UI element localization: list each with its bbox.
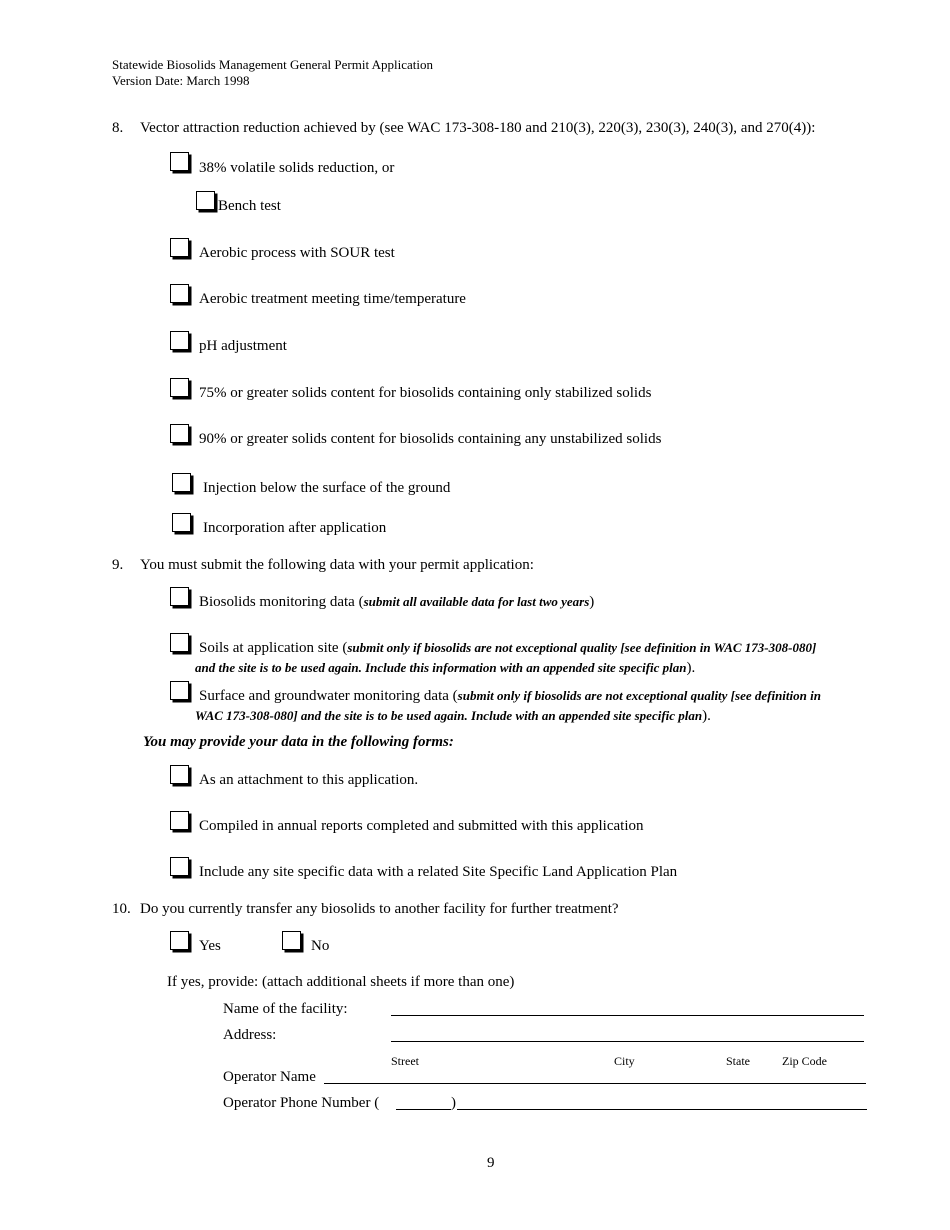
checkbox-biosolids-monitoring[interactable] bbox=[170, 587, 189, 606]
facility-label: Name of the facility: bbox=[223, 1001, 348, 1017]
checkbox-annual-reports[interactable] bbox=[170, 811, 189, 830]
option-injection: Injection below the surface of the ground bbox=[203, 480, 451, 496]
option-soils: Soils at application site (submit only if biosolids are not exceptional quality [see definition in WAC 173-308-080] bbox=[199, 640, 817, 656]
address-street-caption: Street bbox=[391, 1054, 419, 1068]
q10-number: 10. bbox=[112, 901, 131, 917]
operator-name-label: Operator Name bbox=[223, 1069, 316, 1085]
checkbox-aerobic-sour[interactable] bbox=[170, 238, 189, 257]
q8-number: 8. bbox=[112, 120, 124, 136]
operator-phone-field[interactable] bbox=[457, 1109, 867, 1110]
checkbox-attachment[interactable] bbox=[170, 765, 189, 784]
option-incorporation: Incorporation after application bbox=[203, 520, 387, 536]
q9-text: You must submit the following data with your permit application: bbox=[140, 557, 534, 573]
checkbox-soils[interactable] bbox=[170, 633, 189, 652]
operator-name-field[interactable] bbox=[324, 1083, 866, 1084]
forms-heading: You may provide your data in the following forms: bbox=[143, 734, 454, 750]
form-site-specific: Include any site specific data with a related Site Specific Land Application Plan bbox=[199, 864, 678, 880]
q9-number: 9. bbox=[112, 557, 124, 573]
operator-phone-label: Operator Phone Number ( bbox=[223, 1095, 380, 1111]
option-groundwater: Surface and groundwater monitoring data (submit only if biosolids are not exceptional quality [see definition in bbox=[199, 688, 821, 704]
checkbox-90-solids[interactable] bbox=[170, 424, 189, 443]
address-label: Address: bbox=[223, 1027, 277, 1043]
option-75-solids: 75% or greater solids content for biosolids containing only stabilized solids bbox=[199, 385, 652, 401]
address-city-caption: City bbox=[614, 1054, 635, 1068]
label-yes: Yes bbox=[199, 938, 221, 954]
header-title: Statewide Biosolids Management General Permit Application bbox=[112, 57, 433, 72]
label-no: No bbox=[311, 938, 330, 954]
option-biosolids-monitoring: Biosolids monitoring data (submit all available data for last two years) bbox=[199, 594, 595, 610]
checkbox-ph-adjustment[interactable] bbox=[170, 331, 189, 350]
q10-text: Do you currently transfer any biosolids to another facility for further treatment? bbox=[140, 901, 619, 917]
address-zip-caption: Zip Code bbox=[782, 1054, 827, 1068]
option-groundwater-cont: WAC 173-308-080] and the site is to be used again. Include with an appended site specific plan). bbox=[195, 708, 711, 724]
checkbox-volatile-solids[interactable] bbox=[170, 152, 189, 171]
operator-phone-area-code-field[interactable] bbox=[396, 1109, 451, 1110]
checkbox-no[interactable] bbox=[282, 931, 301, 950]
page-number: 9 bbox=[487, 1155, 495, 1171]
option-volatile-solids: 38% volatile solids reduction, or bbox=[199, 160, 395, 176]
option-aerobic-time-temp: Aerobic treatment meeting time/temperature bbox=[199, 291, 466, 307]
form-annual-reports: Compiled in annual reports completed and submitted with this application bbox=[199, 818, 644, 834]
option-bench-test: Bench test bbox=[218, 198, 281, 214]
option-soils-cont: and the site is to be used again. Include this information with an appended site specific plan). bbox=[195, 660, 696, 676]
checkbox-75-solids[interactable] bbox=[170, 378, 189, 397]
option-90-solids: 90% or greater solids content for biosolids containing any unstabilized solids bbox=[199, 431, 662, 447]
checkbox-incorporation[interactable] bbox=[172, 513, 191, 532]
address-state-caption: State bbox=[726, 1054, 750, 1068]
q8-text: Vector attraction reduction achieved by (see WAC 173-308-180 and 210(3), 220(3), 230(3), 240(3), and 270(4)): bbox=[140, 120, 816, 136]
checkbox-aerobic-time-temp[interactable] bbox=[170, 284, 189, 303]
checkbox-yes[interactable] bbox=[170, 931, 189, 950]
if-yes-instruction: If yes, provide: (attach additional sheets if more than one) bbox=[167, 974, 515, 990]
option-aerobic-sour: Aerobic process with SOUR test bbox=[199, 245, 395, 261]
checkbox-injection[interactable] bbox=[172, 473, 191, 492]
option-ph-adjustment: pH adjustment bbox=[199, 338, 287, 354]
checkbox-site-specific[interactable] bbox=[170, 857, 189, 876]
facility-name-field[interactable] bbox=[391, 1015, 864, 1016]
address-field[interactable] bbox=[391, 1041, 864, 1042]
operator-phone-paren: ) bbox=[451, 1095, 456, 1111]
header-version: Version Date: March 1998 bbox=[112, 73, 250, 88]
checkbox-bench-test[interactable] bbox=[196, 191, 215, 210]
form-attachment: As an attachment to this application. bbox=[199, 772, 419, 788]
checkbox-groundwater[interactable] bbox=[170, 681, 189, 700]
